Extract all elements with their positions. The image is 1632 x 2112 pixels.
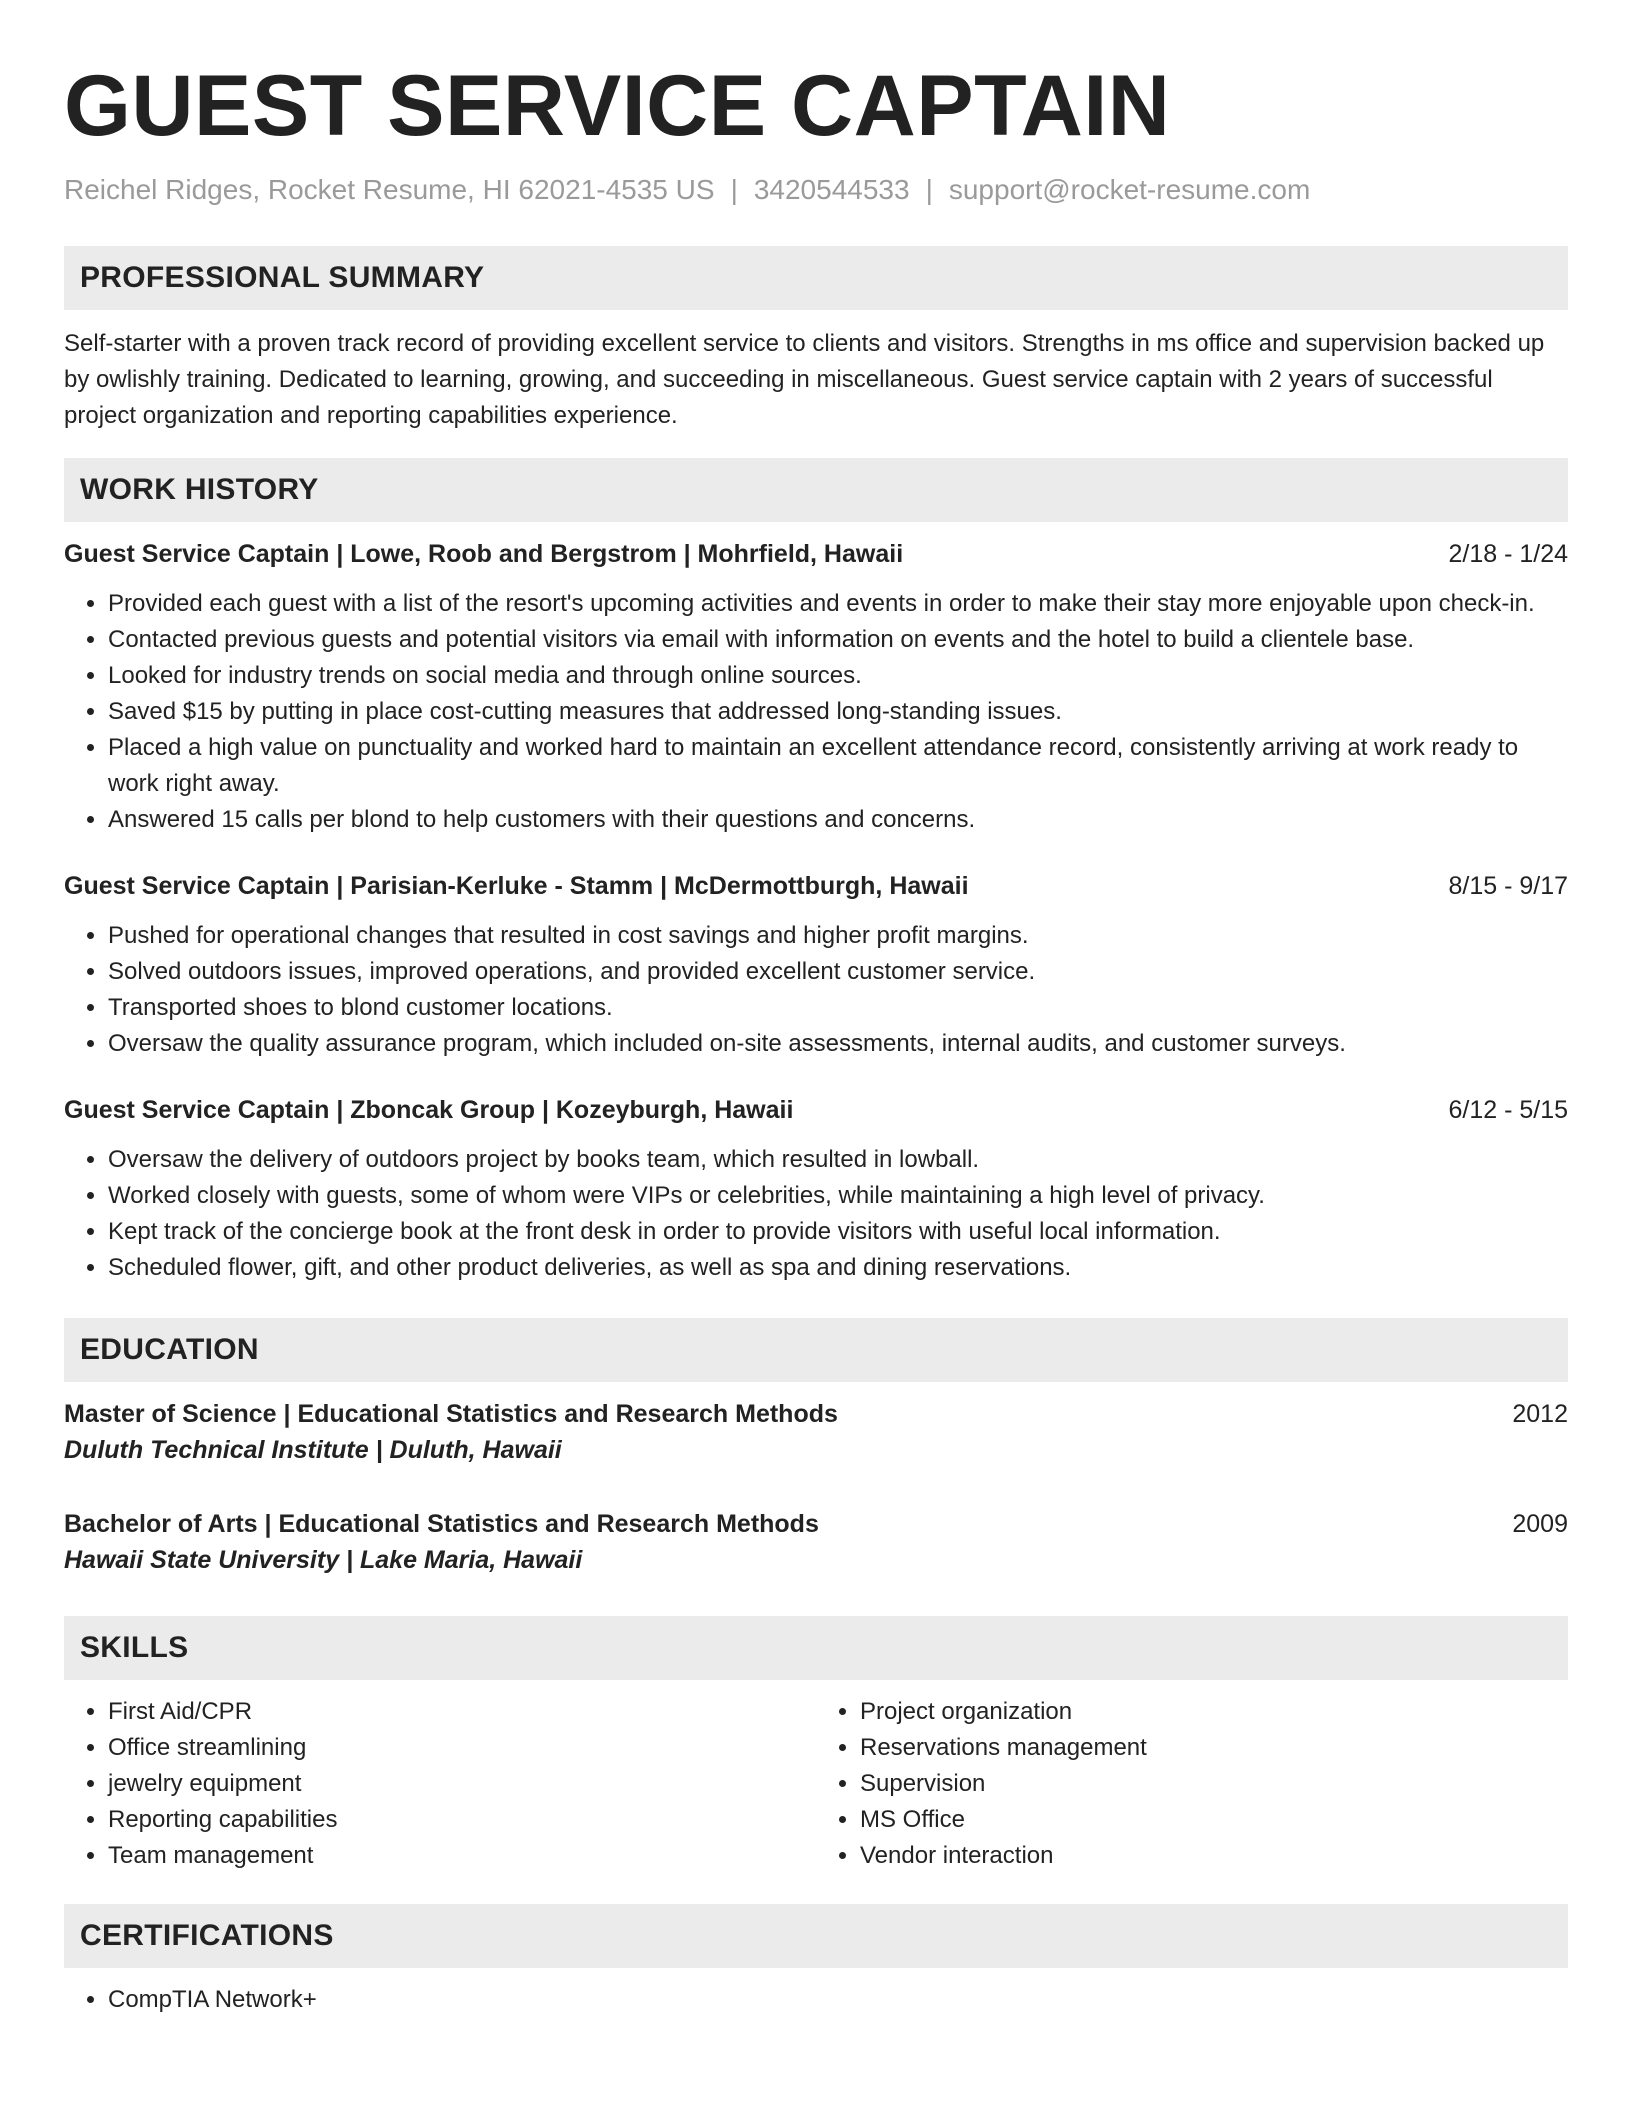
resume-title: GUEST SERVICE CAPTAIN [64,58,1171,154]
job-title: Guest Service Captain | Lowe, Roob and Bergstrom | Mohrfield, Hawaii [64,540,904,568]
job-bullet: • Worked closely with guests, some of whom were VIPs or celebrities, while maintaining a high level of privacy. [108,1178,1568,1214]
education-entry [64,1396,1568,1468]
summary-text: Self-starter with a proven track record of providing excellent service to clients and visitors. Strengths in ms office and supervision backed up by owlishly training. Dedicated to learning, growing, and succeeding in miscellaneous. Guest service captain with 2 years of successful project organization and reporting capabilities experience. [64,330,1545,429]
job-dates: 6/12 - 5/15 [1448,1096,1568,1124]
job-bullets [64,1142,1568,1286]
job-header [64,1092,1568,1128]
skills-list [64,1694,1568,1874]
job-bullet: • Transported shoes to blond customer locations. [108,990,1568,1026]
job-bullets [64,586,1568,838]
section-heading-certifications: CERTIFICATIONS [64,1904,1568,1968]
certifications-list [64,1982,1568,2018]
contact-separator: | [730,174,738,205]
job-bullet: • Saved $15 by putting in place cost-cutting measures that addressed long-standing issues. [108,694,1568,730]
contact-phone: 3420544533 [753,174,910,205]
resume-page [64,0,1568,2018]
job-bullet: • Solved outdoors issues, improved operations, and provided excellent customer service. [108,954,1568,990]
education-entry [64,1506,1568,1578]
education-year: 2009 [1512,1510,1568,1538]
skill-item: • Vendor interaction [860,1838,1568,1874]
job-bullet: • Placed a high value on punctuality and worked hard to maintain an excellent attendance record, consistently arriving at work ready to work right away. [108,730,1568,802]
job-entry [64,536,1568,838]
skill-item: • Supervision [860,1766,1568,1802]
skill-item: • MS Office [860,1802,1568,1838]
section-heading-skills: SKILLS [64,1616,1568,1680]
skill-item: • Team management [108,1838,816,1874]
job-bullets [64,918,1568,1062]
job-dates: 8/15 - 9/17 [1448,872,1568,900]
job-bullet: • Looked for industry trends on social media and through online sources. [108,658,1568,694]
job-bullet: • Oversaw the quality assurance program, which included on-site assessments, internal audits, and customer surveys. [108,1026,1568,1062]
job-title: Guest Service Captain | Zboncak Group | Kozeyburgh, Hawaii [64,1096,794,1124]
education-header [64,1506,1568,1542]
job-bullet: • Scheduled flower, gift, and other product deliveries, as well as spa and dining reservations. [108,1250,1568,1286]
education-school: Duluth Technical Institute | Duluth, Hawaii [64,1436,562,1464]
skills-column-left [64,1694,816,1874]
job-entry [64,868,1568,1062]
job-bullet: • Provided each guest with a list of the resort's upcoming activities and events in order to make their stay more enjoyable upon check-in. [108,586,1568,622]
education-year: 2012 [1512,1400,1568,1428]
skill-item: • Reservations management [860,1730,1568,1766]
education-header [64,1396,1568,1432]
job-bullet: • Oversaw the delivery of outdoors project by books team, which resulted in lowball. [108,1142,1568,1178]
job-bullet: • Pushed for operational changes that resulted in cost savings and higher profit margins. [108,918,1568,954]
job-dates: 2/18 - 1/24 [1448,540,1568,568]
skills-column-right [816,1694,1568,1874]
skill-item: • Project organization [860,1694,1568,1730]
job-title: Guest Service Captain | Parisian-Kerluke - Stamm | McDermottburgh, Hawaii [64,872,969,900]
job-header [64,536,1568,572]
skill-item: • First Aid/CPR [108,1694,816,1730]
section-heading-education: EDUCATION [64,1318,1568,1382]
contact-separator: | [925,174,933,205]
section-heading-work-history: WORK HISTORY [64,458,1568,522]
certification-item: • CompTIA Network+ [108,1982,1568,2018]
skill-item: • Reporting capabilities [108,1802,816,1838]
job-header [64,868,1568,904]
contact-line [64,172,1568,208]
job-entry [64,1092,1568,1286]
section-heading-summary: PROFESSIONAL SUMMARY [64,246,1568,310]
education-school: Hawaii State University | Lake Maria, Hawaii [64,1546,583,1574]
job-bullet: • Answered 15 calls per blond to help customers with their questions and concerns. [108,802,1568,838]
education-degree: Master of Science | Educational Statistics and Research Methods [64,1400,838,1428]
education-degree: Bachelor of Arts | Educational Statistics and Research Methods [64,1510,819,1538]
contact-address: Reichel Ridges, Rocket Resume, HI 62021-4535 US [64,174,715,205]
job-bullet: • Contacted previous guests and potential visitors via email with information on events and the hotel to build a clientele base. [108,622,1568,658]
job-bullet: • Kept track of the concierge book at the front desk in order to provide visitors with useful local information. [108,1214,1568,1250]
skill-item: • Office streamlining [108,1730,816,1766]
skill-item: • jewelry equipment [108,1766,816,1802]
contact-email[interactable]: support@rocket-resume.com [948,174,1311,205]
